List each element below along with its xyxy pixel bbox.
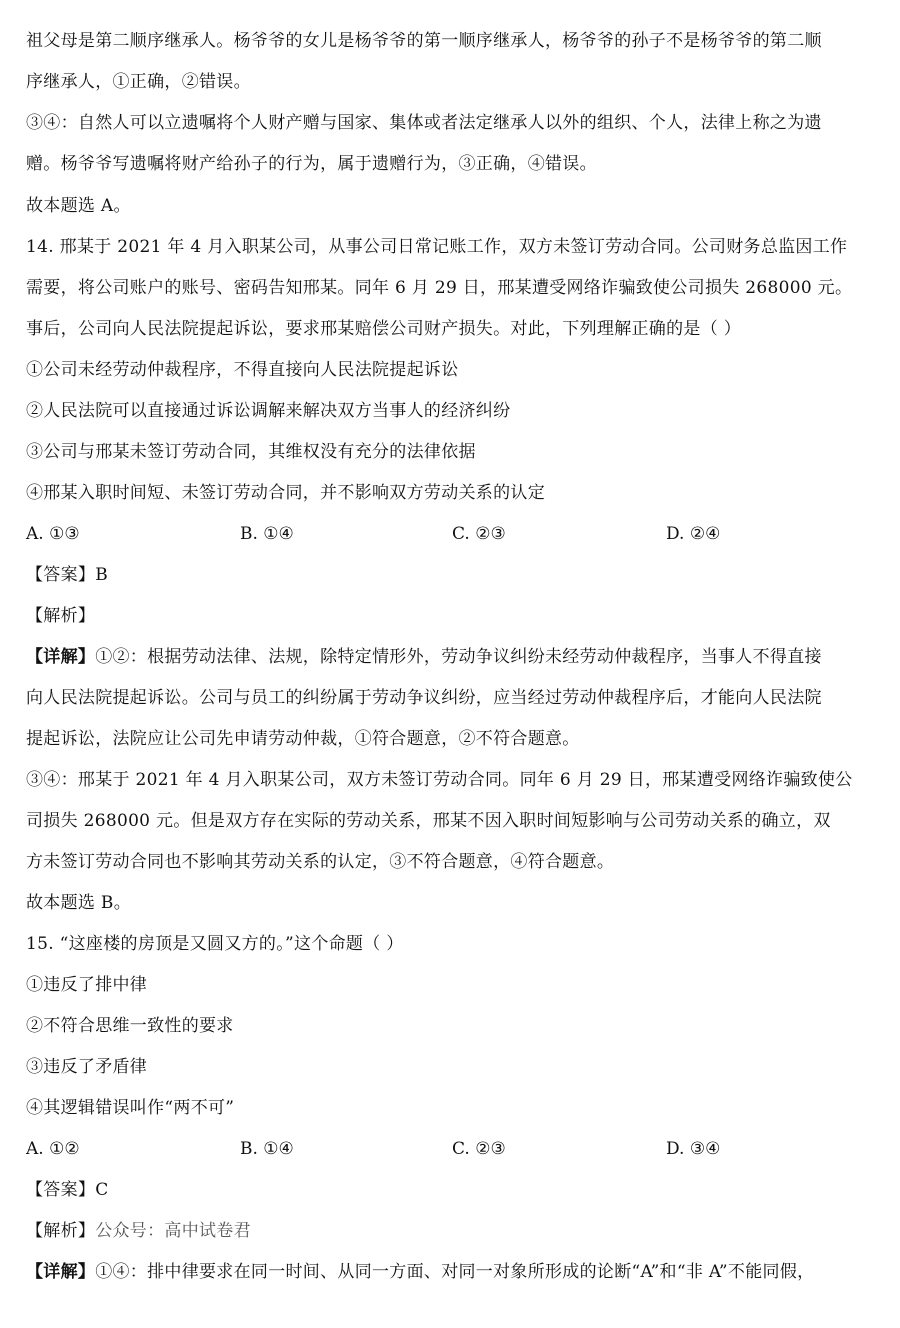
q14-detail-line-4: ③④：邢某于 2021 年 4 月入职某公司，双方未签订劳动合同。同年 6 月 29 日，邢某遭受网络诈骗致使公: [26, 770, 853, 790]
q14-option-d: D. ②④: [666, 524, 721, 544]
q14-detail-line-2: 向人民法院提起诉讼。公司与员工的纠纷属于劳动争议纠纷，应当经过劳动仲裁程序后，才能向人民法院: [26, 688, 822, 708]
intro-line-1: 祖父母是第二顺序继承人。杨爷爷的女儿是杨爷爷的第一顺序继承人，杨爷爷的孙子不是杨爷爷的第二顺: [26, 31, 822, 51]
intro-line-2: 序继承人，①正确，②错误。: [26, 72, 251, 92]
q15-option-c: C. ②③: [452, 1139, 506, 1159]
q15-detail-tag: 【详解】: [26, 1262, 96, 1282]
q15-option-b: B. ①④: [240, 1139, 294, 1159]
q14-detail-tag: 【详解】: [26, 647, 96, 667]
q14-detail-line-5: 司损失 268000 元。但是双方存在实际的劳动关系，邢某不因入职时间短影响与公司劳动关系的确立，双: [26, 811, 831, 831]
q14-detail-line-6: 方未签订劳动合同也不影响其劳动关系的认定，③不符合题意，④符合题意。: [26, 852, 615, 872]
q14-stem-line-3: 事后，公司向人民法院提起诉讼，要求邢某赔偿公司财产损失。对此，下列理解正确的是（ ）: [26, 319, 742, 339]
q14-stem-line-1: 14. 邢某于 2021 年 4 月入职某公司，从事公司日常记账工作，双方未签订劳动合同。公司财务总监因工作: [26, 237, 848, 257]
q15-item-1: ①违反了排中律: [26, 975, 148, 995]
q14-item-4: ④邢某入职时间短、未签订劳动合同，并不影响双方劳动关系的认定: [26, 483, 545, 503]
q14-detail-text-1: ①②：根据劳动法律、法规，除特定情形外，劳动争议纠纷未经劳动仲裁程序，当事人不得直接: [95, 647, 822, 667]
q15-answer-value: C: [95, 1180, 109, 1200]
q14-answer-tag: 【答案】: [26, 565, 96, 585]
q14-item-1: ①公司未经劳动仲裁程序，不得直接向人民法院提起诉讼: [26, 360, 459, 380]
q14-detail-line-1: [26, 645, 822, 669]
q14-option-a: A. ①③: [26, 524, 80, 544]
q14-answer-value: B: [95, 565, 108, 585]
q15-option-d: D. ③④: [666, 1139, 721, 1159]
intro-line-4: 赠。杨爷爷写遗嘱将财产给孙子的行为，属于遗赠行为，③正确，④错误。: [26, 154, 597, 174]
q14-stem-line-2: 需要，将公司账户的账号、密码告知邢某。同年 6 月 29 日，邢某遭受网络诈骗致使公司损失 268000 元。: [26, 278, 853, 298]
q15-analysis-row: [26, 1219, 251, 1243]
q15-option-a: A. ①②: [26, 1139, 80, 1159]
q14-option-c: C. ②③: [452, 524, 506, 544]
q14-detail-line-3: 提起诉讼，法院应让公司先申请劳动仲裁，①符合题意，②不符合题意。: [26, 729, 580, 749]
q15-detail-line-1: [26, 1260, 814, 1284]
q15-item-3: ③违反了矛盾律: [26, 1057, 148, 1077]
q15-item-4: ④其逻辑错误叫作“两不可”: [26, 1098, 235, 1118]
q14-option-b: B. ①④: [240, 524, 294, 544]
q15-analysis-note: 公众号：高中试卷君: [95, 1221, 251, 1241]
q15-answer-tag: 【答案】: [26, 1180, 96, 1200]
q15-analysis-tag: 【解析】: [26, 1221, 96, 1241]
q14-analysis-tag: 【解析】: [26, 606, 96, 626]
intro-conclusion: 故本题选 A。: [26, 196, 131, 216]
q15-answer-row: [26, 1178, 109, 1202]
q15-stem: 15. “这座楼的房顶是又圆又方的。”这个命题（ ）: [26, 934, 404, 954]
q14-item-3: ③公司与邢某未签订劳动合同，其维权没有充分的法律依据: [26, 442, 476, 462]
q15-item-2: ②不符合思维一致性的要求: [26, 1016, 234, 1036]
q14-item-2: ②人民法院可以直接通过诉讼调解来解决双方当事人的经济纠纷: [26, 401, 511, 421]
q14-answer-row: [26, 563, 108, 587]
intro-line-3: ③④：自然人可以立遗嘱将个人财产赠与国家、集体或者法定继承人以外的组织、个人，法律上称之为遗: [26, 113, 822, 133]
q15-detail-text-1: ①④：排中律要求在同一时间、从同一方面、对同一对象所形成的论断“A”和“非 A”不能同假，: [95, 1262, 815, 1282]
q14-conclusion: 故本题选 B。: [26, 893, 131, 913]
